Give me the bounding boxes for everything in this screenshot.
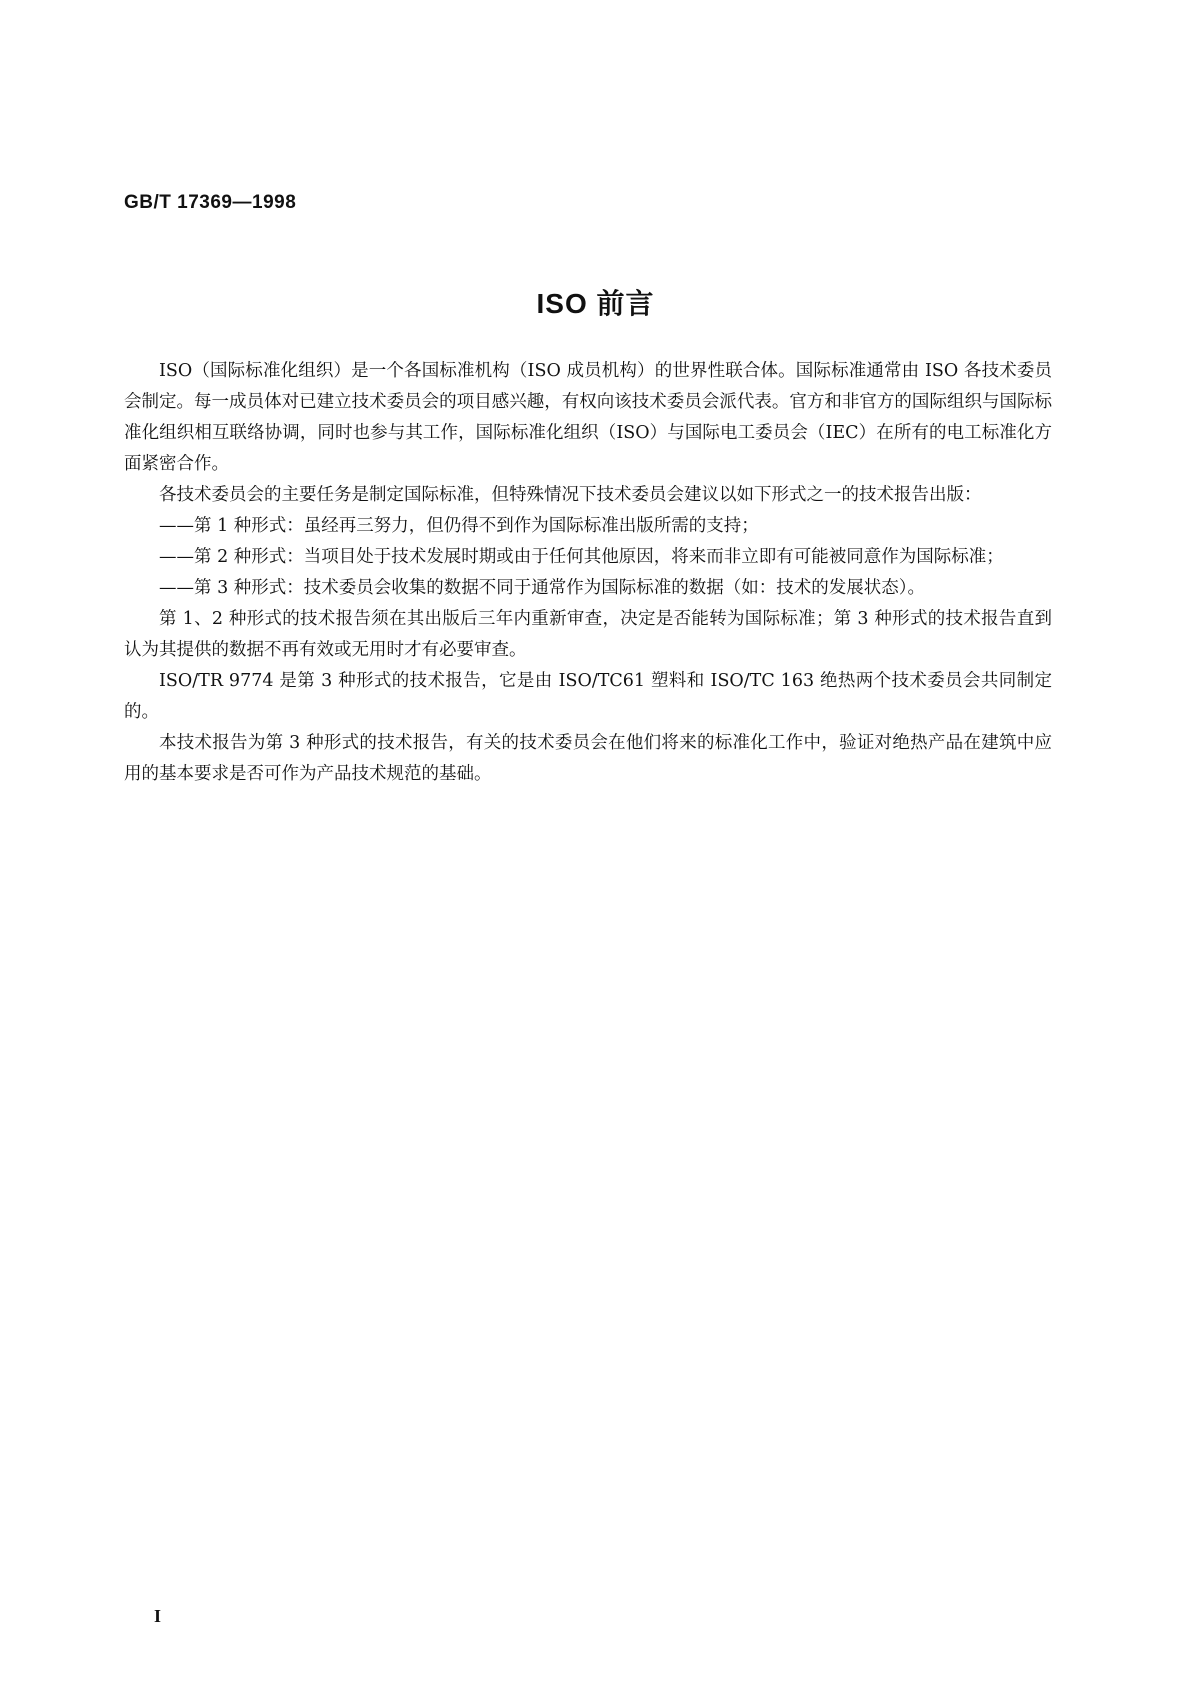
- paragraph-report-purpose: 本技术报告为第 3 种形式的技术报告，有关的技术委员会在他们将来的标准化工作中，验证对绝热产品在建筑中应用的基本要求是否可作为产品技术规范的基础。: [124, 733, 1052, 784]
- paragraph-iso-intro: ISO（国际标准化组织）是一个各国标准机构（ISO 成员机构）的世界性联合体。国际标准通常由 ISO 各技术委员会制定。每一成员体对已建立技术委员会的项目感兴趣，有权向该技术委员会派代表。官方和非官方的国际组织与国际标准化组织相互联络协调，同时也参与其工作，国际标准化组织（ISO）与国际电工委员会（IEC）在所有的电工标准化方面紧密合作。: [124, 361, 1052, 474]
- standard-code-header: GB/T 17369—1998: [124, 192, 297, 213]
- page-title: ISO 前言: [536, 288, 655, 319]
- list-item-form-1: ——第 1 种形式：虽经再三努力，但仍得不到作为国际标准出版所需的支持；: [159, 516, 759, 536]
- list-item-form-2: ——第 2 种形式：当项目处于技术发展时期或由于任何其他原因，将来而非立即有可能被同意作为国际标准；: [159, 547, 1004, 567]
- page-number: I: [154, 1606, 162, 1626]
- paragraph-iso-tr-9774: ISO/TR 9774 是第 3 种形式的技术报告，它是由 ISO/TC61 塑料和 ISO/TC 163 绝热两个技术委员会共同制定的。: [124, 671, 1052, 722]
- paragraph-review-policy: 第 1、2 种形式的技术报告须在其出版后三年内重新审查，决定是否能转为国际标准；第 3 种形式的技术报告直到认为其提供的数据不再有效或无用时才有必要审查。: [124, 609, 1052, 660]
- list-item-form-3: ——第 3 种形式：技术委员会收集的数据不同于通常作为国际标准的数据（如：技术的发展状态）。: [159, 578, 926, 598]
- document-body: [124, 356, 1052, 790]
- paragraph-committee-tasks: 各技术委员会的主要任务是制定国际标准，但特殊情况下技术委员会建议以如下形式之一的技术报告出版：: [159, 485, 982, 505]
